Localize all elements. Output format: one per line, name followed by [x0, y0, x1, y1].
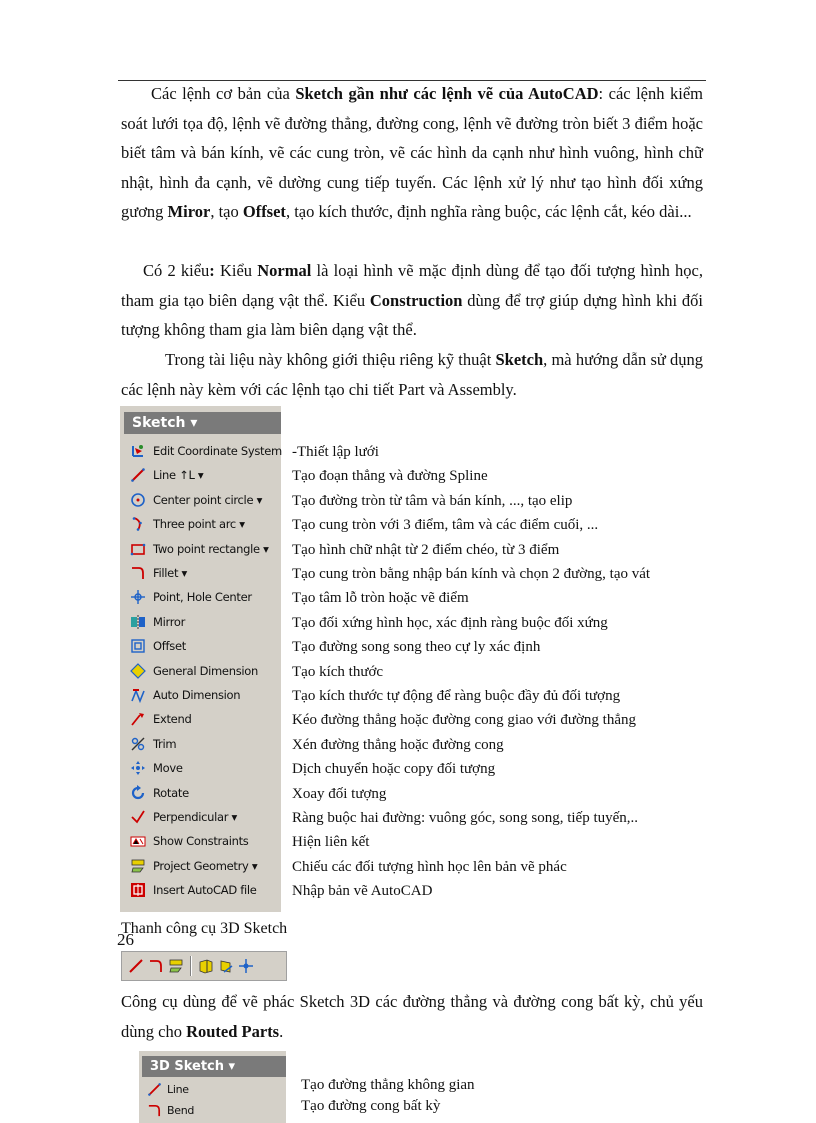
tool-description: Tạo đối xứng hình học, xác định ràng buộc đối xứng [292, 614, 608, 631]
point-icon [130, 589, 146, 605]
tool-fillet[interactable] [120, 561, 281, 585]
tool-description: Tạo đường song song theo cự ly xác định [292, 639, 541, 656]
sketch-panel-title[interactable]: Sketch ▾ [124, 412, 281, 434]
dimension-icon [130, 663, 146, 679]
tool-description: Nhập bản vẽ AutoCAD [292, 883, 433, 900]
page-number: 26 [117, 930, 134, 949]
paragraph-3d-sketch: Công cụ dùng để vẽ phác Sketch 3D các đường thẳng và đường cong bất kỳ, chủ yếu dùng cho Routed Parts. [121, 992, 703, 1041]
tool-mirror[interactable] [120, 610, 281, 634]
tool-description: Kéo đường thẳng hoặc đường cong giao với đường thẳng [292, 712, 636, 729]
3d-sketch-panel [139, 1051, 286, 1123]
tool-bend[interactable] [139, 1100, 300, 1121]
tool-label: Trim [153, 736, 177, 751]
circle-icon [130, 492, 146, 508]
tool-label: Rotate [153, 785, 189, 800]
tool-label: Offset [153, 639, 186, 654]
tool-description: Tạo đường tròn từ tâm và bán kính, ..., tạo elip [292, 492, 573, 509]
project-geometry-icon[interactable] [168, 958, 184, 974]
line-icon[interactable] [128, 958, 144, 974]
bend-icon[interactable] [148, 958, 164, 974]
tool-label: Three point arc ▾ [153, 517, 245, 532]
line-icon [147, 1082, 162, 1097]
tool-perpendicular[interactable] [120, 805, 281, 829]
tool-coordinate-system[interactable] [120, 439, 281, 463]
caption-3d-sketch-toolbar: Thanh công cụ 3D Sketch [121, 920, 288, 937]
tool-line[interactable] [120, 463, 281, 487]
tool-description: Dịch chuyển hoặc copy đối tượng [292, 761, 496, 778]
constraints-icon [130, 833, 146, 849]
offset-icon [130, 638, 146, 654]
auto-dimension-icon [130, 687, 146, 703]
tool-description: Xén đường thẳng hoặc đường cong [292, 736, 504, 753]
perpendicular-icon [130, 809, 146, 825]
tool-label: Line [167, 1083, 189, 1096]
tool-label: Move [153, 761, 183, 776]
tool-label: General Dimension [153, 663, 259, 678]
tool-label: Bend [167, 1104, 195, 1117]
move-icon [130, 760, 146, 776]
tool-description: Tạo kích thước [292, 663, 384, 680]
tool-constraints[interactable] [120, 829, 281, 853]
tool-description: -Thiết lập lưới [292, 444, 379, 460]
tool-circle[interactable] [120, 488, 281, 512]
tool-label: Extend [153, 712, 192, 727]
tool-description: Tạo đường thẳng không gian [301, 1077, 475, 1093]
tool-description: Tạo hình chữ nhật từ 2 điểm chéo, từ 3 điểm [292, 541, 560, 558]
extend-icon [130, 711, 146, 727]
tool-project-geometry[interactable] [120, 854, 281, 878]
bend-icon [147, 1103, 162, 1118]
project-geometry-icon [130, 858, 146, 874]
include-geometry-icon[interactable] [198, 958, 214, 974]
tool-label: Insert AutoCAD file [153, 883, 257, 898]
point-icon[interactable] [238, 958, 254, 974]
trim-icon [130, 736, 146, 752]
paragraph-sketch-types: Có 2 kiểu: Kiểu Normal là loại hình vẽ mặc định dùng để tạo đối tượng hình học, tham gia tạo biên dạng vật thể. Kiểu Construction dùng để trợ giúp dựng hình khi đối tượng không tham gia làm biên dạng vật thể. [121, 261, 703, 339]
tool-label: Center point circle ▾ [153, 492, 263, 507]
tool-description: Hiện liên kết [292, 834, 370, 851]
tool-auto-dimension[interactable] [120, 683, 281, 707]
tool-line[interactable] [139, 1079, 300, 1100]
rotate-icon [130, 785, 146, 801]
tool-description: Ràng buộc hai đường: vuông góc, song song, tiếp tuyến,.. [292, 810, 639, 826]
line-icon [130, 467, 146, 483]
arc-icon [130, 516, 146, 532]
tool-description: Xoay đối tượng [292, 785, 387, 802]
autocad-icon [130, 882, 146, 898]
tool-point[interactable] [120, 585, 281, 609]
tool-label: Two point rectangle ▾ [153, 541, 269, 556]
tool-extend[interactable] [120, 707, 281, 731]
tool-label: Line ↑L ▾ [153, 468, 204, 483]
tool-rotate[interactable] [120, 781, 281, 805]
tool-move[interactable] [120, 756, 281, 780]
tool-label: Show Constraints [153, 834, 249, 849]
tool-arc[interactable] [120, 512, 281, 536]
paragraph-scope: Trong tài liệu này không giới thiệu riêng kỹ thuật Sketch, mà hướng dẫn sử dụng các lệnh này kèm với các lệnh tạo chi tiết Part và Assembly. [121, 350, 703, 399]
tool-dimension[interactable] [120, 659, 281, 683]
tool-autocad[interactable] [120, 878, 281, 902]
tool-description: Tạo đoạn thẳng và đường Spline [292, 468, 488, 485]
fillet-icon [130, 565, 146, 581]
tool-description: Tạo kích thước tự động để ràng buộc đầy đủ đối tượng [292, 688, 621, 704]
tool-description: Tạo cung tròn với 3 điểm, tâm và các điểm cuối, ... [292, 517, 599, 534]
3d-sketch-panel-title[interactable]: 3D Sketch ▾ [142, 1056, 286, 1077]
tool-description: Tạo cung tròn bằng nhập bán kính và chọn 2 đường, tạo vát [292, 566, 651, 582]
sketch-toolbar-panel [120, 406, 281, 912]
3d-sketch-toolbar [121, 951, 287, 981]
tool-label: Auto Dimension [153, 688, 241, 702]
tool-rectangle[interactable] [120, 537, 281, 561]
tool-label: Edit Coordinate System [153, 444, 282, 458]
tool-description: Tạo đường cong bất kỳ [301, 1098, 441, 1114]
mirror-icon [130, 614, 146, 630]
coordinate-system-icon [130, 443, 146, 459]
paragraph-sketch-commands: Các lệnh cơ bản của Sketch gần như các lệnh vẽ của AutoCAD: các lệnh kiểm soát lưới tọa độ, lệnh vẽ đường thẳng, đường cong, lệnh vẽ đường tròn biết 3 điểm hoặc biết tâm và bán kính, vẽ các cung tròn, vẽ các hình da cạnh như hình vuông, hình chữ nhật, hình đa cạnh, vẽ dường cung tiếp tuyến. Các lệnh xử lý như tạo hình đối xứng gương Miror, tạo Offset, tạo kích thước, định nghĩa ràng buộc, các lệnh cắt, kéo dài... [121, 84, 703, 221]
tool-label: Fillet ▾ [153, 566, 187, 580]
intersection-curve-icon[interactable] [218, 958, 234, 974]
tool-offset[interactable] [120, 634, 281, 658]
toolbar-separator [190, 956, 192, 976]
tool-label: Mirror [153, 614, 186, 629]
tool-trim[interactable] [120, 732, 281, 756]
tool-description: Tạo tâm lỗ tròn hoặc vẽ điểm [292, 590, 469, 607]
rectangle-icon [130, 541, 146, 557]
tool-label: Perpendicular ▾ [153, 810, 237, 824]
tool-label: Point, Hole Center [153, 590, 252, 605]
tool-label: Project Geometry ▾ [153, 858, 258, 873]
tool-description: Chiếu các đối tượng hình học lên bản vẽ phác [292, 858, 567, 875]
